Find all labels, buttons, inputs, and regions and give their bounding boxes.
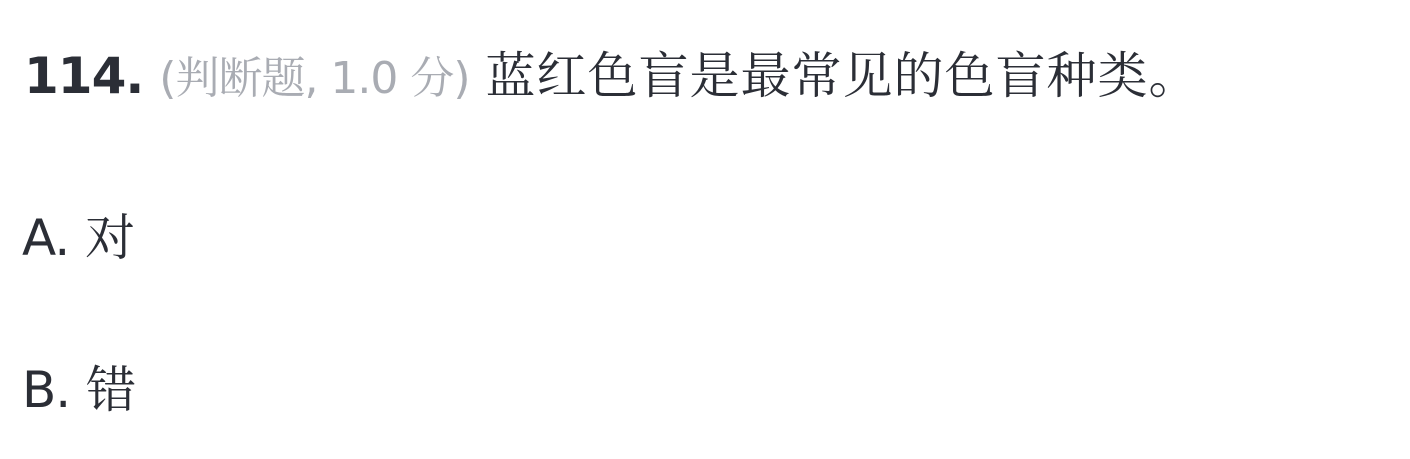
question-text: 蓝红色盲是最常见的色盲种类。 bbox=[485, 47, 1200, 105]
question-type-score: (判断题, 1.0 分) bbox=[159, 53, 470, 104]
option-a-label: 对 bbox=[85, 209, 136, 267]
option-b-label: 错 bbox=[86, 361, 137, 419]
option-b[interactable] bbox=[22, 358, 136, 422]
question-number: 114. bbox=[24, 47, 144, 105]
option-a-letter: A. bbox=[22, 209, 70, 267]
option-b-letter: B. bbox=[22, 361, 71, 419]
question-line bbox=[24, 44, 1394, 111]
option-a[interactable] bbox=[22, 206, 135, 270]
